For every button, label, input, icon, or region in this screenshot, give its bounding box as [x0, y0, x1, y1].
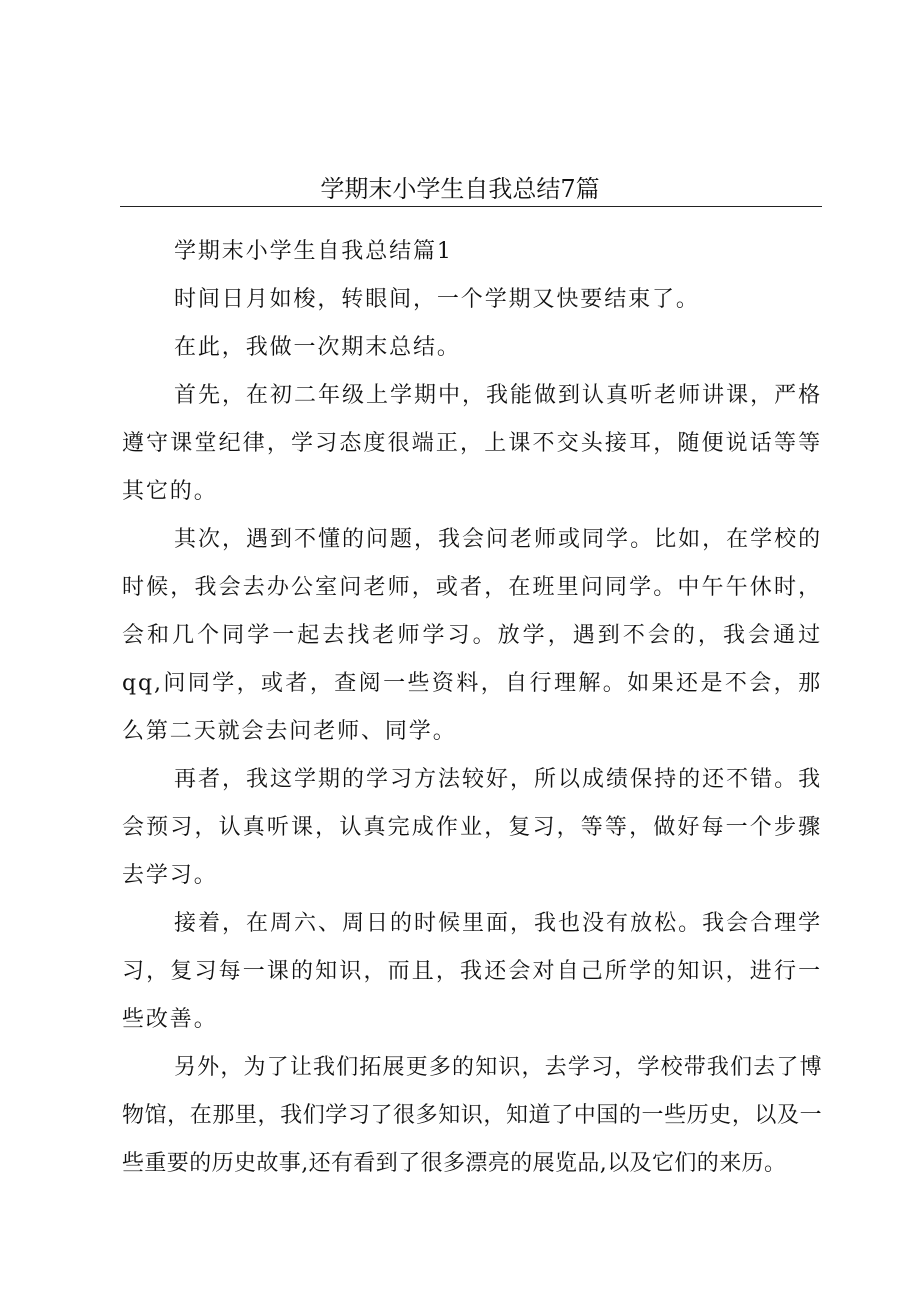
- document-body: [122, 228, 822, 1188]
- section-heading: 学期末小学生自我总结篇1: [174, 239, 453, 264]
- title-underline: [120, 206, 822, 207]
- paragraph: 时间日月如梭，转眼间，一个学期又快要结束了。: [174, 287, 700, 312]
- paragraph: 在此，我做一次期末总结。: [174, 335, 461, 360]
- paragraph: 首先，在初二年级上学期中，我能做到认真听老师讲课，严格遵守课堂纪律，学习态度很端正，上课不交头接耳，随便说话等等其它的。: [122, 383, 822, 504]
- document-title: 学期末小学生自我总结7篇: [320, 175, 600, 203]
- paragraph: 再者，我这学期的学习方法较好，所以成绩保持的还不错。我会预习，认真听课，认真完成作业，复习，等等，做好每一个步骤去学习。: [122, 767, 822, 888]
- paragraph: 其次，遇到不懂的问题，我会问老师或同学。比如，在学校的时候，我会去办公室问老师，或者，在班里问同学。中午午休时，会和几个同学一起去找老师学习。放学，遇到不会的，我会通过qq,问同学，或者，查阅一些资料，自行理解。如果还是不会，那么第二天就会去问老师、同学。: [122, 527, 822, 744]
- paragraph: 另外，为了让我们拓展更多的知识，去学习，学校带我们去了博物馆，在那里，我们学习了很多知识，知道了中国的一些历史，以及一些重要的历史故事,还有看到了很多漂亮的展览品,以及它们的来历。: [122, 1055, 822, 1176]
- paragraph: 接着，在周六、周日的时候里面，我也没有放松。我会合理学习，复习每一课的知识，而且，我还会对自己所学的知识，进行一些改善。: [122, 911, 822, 1032]
